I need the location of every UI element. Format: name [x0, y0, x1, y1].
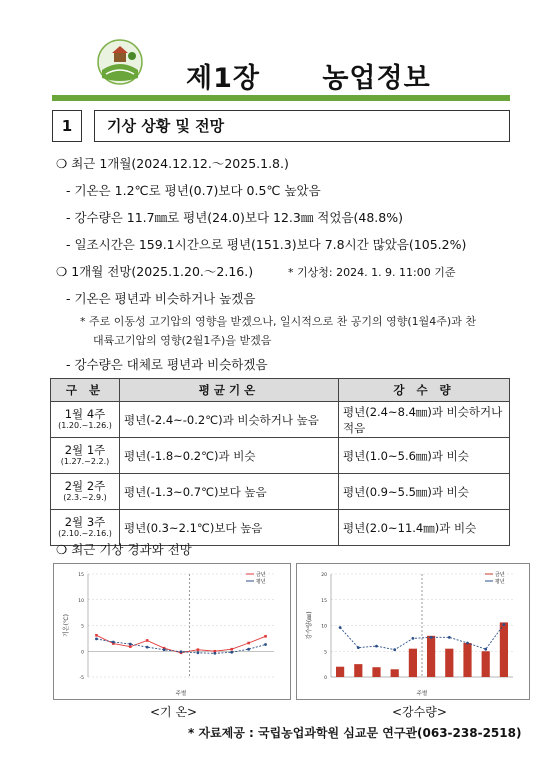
- section-title: 기상 상황 및 전망: [94, 110, 510, 142]
- point-평년: [163, 648, 166, 651]
- point-평년: [448, 636, 451, 639]
- table-header-temp: 평균기온: [120, 379, 339, 402]
- recent-sunshine: - 일조시간은 159.1시간으로 평년(151.3)보다 7.8시간 많았음(105.2%): [66, 237, 467, 252]
- bar-금년: [336, 667, 344, 677]
- rain-outlook: 평년(2.0~11.4㎜)과 비슷: [339, 510, 510, 546]
- outlook-temp: - 기온은 평년과 비슷하거나 높겠음: [66, 291, 256, 306]
- point-평년: [503, 623, 506, 626]
- bar-금년: [354, 664, 362, 677]
- outlook-temp-note: * 주로 이동성 고기압의 영향을 받겠으나, 일시적으로 찬 공기의 영향(1월4주)과 찬: [80, 315, 476, 328]
- point-금년: [247, 642, 250, 645]
- period: 2월 1주: [64, 442, 106, 457]
- y-tick-label: 0: [81, 650, 84, 656]
- point-금년: [129, 645, 132, 648]
- point-평년: [484, 648, 487, 651]
- outlook-heading-text: 1개월 전망(2025.1.20.～2.16.): [71, 264, 254, 279]
- recent-temp: - 기온은 1.2℃로 평년(0.7)보다 0.5℃ 높았음: [66, 183, 321, 198]
- point-금년: [230, 648, 233, 651]
- temperature-chart-caption: <기 온>: [150, 705, 198, 719]
- table-header-period: 구 분: [51, 379, 120, 402]
- y-tick-label: 10: [321, 624, 327, 630]
- temp-outlook: 평년(-1.3~0.7℃)보다 높음: [120, 474, 339, 510]
- recent-rain: - 강수량은 11.7㎜로 평년(24.0)보다 12.3㎜ 적었음(48.8%): [66, 210, 403, 225]
- line-금년: [96, 635, 265, 653]
- bar-금년: [427, 636, 435, 677]
- temperature-chart: [53, 563, 291, 700]
- outlook-rain: - 강수량은 대체로 평년과 비슷하겠음: [66, 357, 268, 372]
- point-평년: [466, 642, 469, 645]
- period-dates: (2.3.~2.9.): [63, 492, 107, 502]
- outlook-heading: [56, 262, 253, 280]
- point-평년: [430, 636, 433, 639]
- table-row: [51, 438, 510, 474]
- bar-금년: [482, 651, 490, 677]
- x-axis-label: 주별: [416, 691, 428, 697]
- period-dates: (2.10.~2.16.): [58, 528, 112, 538]
- point-평년: [339, 626, 342, 629]
- rain-outlook: 평년(2.4~8.4㎜)과 비슷하거나 적음: [339, 402, 510, 438]
- point-평년: [230, 651, 233, 654]
- temp-outlook: 평년(0.3~2.1℃)보다 높음: [120, 510, 339, 546]
- point-금년: [264, 635, 267, 638]
- y-tick-label: 10: [78, 598, 84, 604]
- x-axis-label: 주별: [175, 691, 187, 697]
- chapter-title: 제1장 농업정보: [186, 63, 431, 94]
- y-axis-label: 강수량(㎜): [306, 611, 313, 640]
- y-tick-label: 5: [81, 624, 84, 630]
- outlook-table: [50, 378, 510, 546]
- bar-금년: [500, 622, 508, 677]
- point-평년: [213, 652, 216, 655]
- y-tick-label: 15: [321, 598, 327, 604]
- legend-label: 금년: [256, 572, 266, 578]
- temp-outlook: 평년(-2.4~-0.2℃)과 비슷하거나 높음: [120, 402, 339, 438]
- point-평년: [197, 651, 200, 654]
- point-평년: [146, 646, 149, 649]
- line-평년: [340, 624, 504, 649]
- recent-heading-text: 최근 1개월(2024.12.12.～2025.1.8.): [71, 156, 289, 171]
- charts-heading: [56, 540, 192, 558]
- y-axis-label: 기온(℃): [63, 613, 70, 638]
- period: 2월 2주: [64, 478, 106, 493]
- period-dates: (1.20.~1.26.): [58, 420, 112, 430]
- point-평년: [95, 637, 98, 640]
- rain-outlook: 평년(1.0~5.6㎜)과 비슷: [339, 438, 510, 474]
- point-평년: [129, 643, 132, 646]
- point-평년: [412, 637, 415, 640]
- legend-label: 평년: [495, 579, 505, 585]
- precipitation-chart: [296, 563, 530, 700]
- bar-금년: [391, 669, 399, 677]
- y-tick-label: -5: [79, 676, 84, 681]
- legend-label: 평년: [256, 579, 266, 585]
- outlook-temp-note-cont: 대륙고기압의 영향(2월1주)을 받겠음: [93, 334, 272, 347]
- table-row: [51, 474, 510, 510]
- bar-금년: [445, 649, 453, 677]
- section-number: 1: [52, 110, 82, 142]
- table-row: [51, 402, 510, 438]
- point-평년: [264, 643, 267, 646]
- rain-outlook: 평년(0.9~5.5㎜)과 비슷: [339, 474, 510, 510]
- point-평년: [393, 648, 396, 651]
- legend-label: 금년: [495, 572, 505, 578]
- bar-금년: [463, 643, 471, 677]
- y-tick-label: 5: [324, 650, 327, 656]
- bar-금년: [372, 667, 380, 677]
- charts-heading-text: 최근 기상 경과와 전망: [71, 542, 192, 557]
- bullet-icon: ❍: [56, 542, 68, 557]
- precipitation-chart-caption: <강수량>: [392, 705, 447, 719]
- farm-logo-icon: [96, 38, 144, 86]
- point-금년: [146, 639, 149, 642]
- header-divider: [52, 95, 510, 101]
- point-평년: [357, 646, 360, 649]
- y-tick-label: 0: [324, 676, 327, 681]
- bar-금년: [409, 649, 417, 677]
- recent-heading: [56, 154, 289, 172]
- table-header-rain: 강 수 량: [339, 379, 510, 402]
- outlook-source-note: * 기상청: 2024. 1. 9. 11:00 기준: [288, 266, 456, 279]
- point-평년: [247, 648, 250, 651]
- bullet-icon: ❍: [56, 156, 68, 171]
- point-금년: [95, 634, 98, 637]
- period: 2월 3주: [64, 514, 106, 529]
- point-금년: [197, 648, 200, 651]
- point-평년: [180, 650, 183, 653]
- period: 1월 4주: [64, 406, 106, 421]
- point-평년: [112, 641, 115, 644]
- y-tick-label: 15: [78, 573, 84, 578]
- data-source: * 자료제공 : 국립농업과학원 심교문 연구관(063-238-2518): [188, 726, 522, 740]
- bullet-icon: ❍: [56, 264, 68, 279]
- period-dates: (1.27.~2.2.): [60, 456, 110, 466]
- point-평년: [375, 645, 378, 648]
- y-tick-label: 20: [321, 573, 327, 578]
- temp-outlook: 평년(-1.8~0.2℃)과 비슷: [120, 438, 339, 474]
